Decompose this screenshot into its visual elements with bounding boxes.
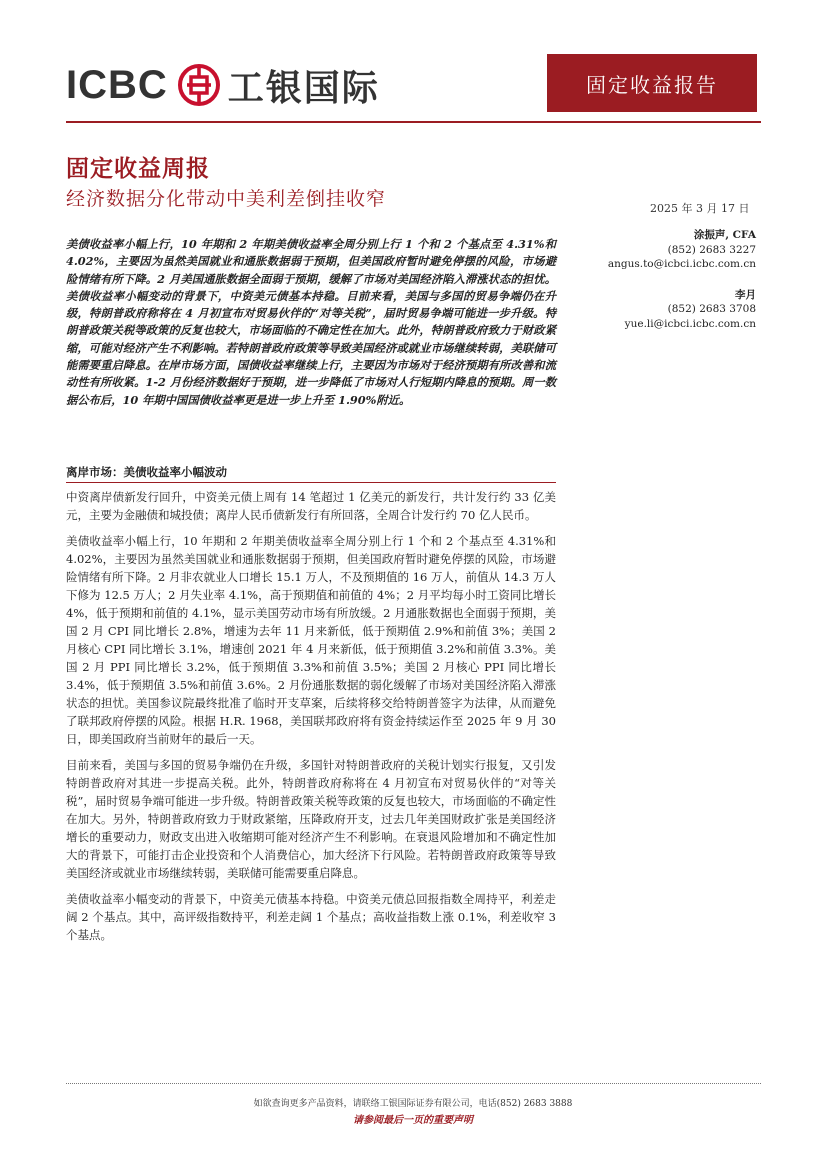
footer-contact: 如欲查询更多产品资料，请联络工银国际证券有限公司，电话(852) 2683 3888 bbox=[253, 1099, 573, 1109]
author-email[interactable]: angus.to@icbci.icbc.com.cn bbox=[607, 258, 756, 270]
logo-icbc-text: ICBC bbox=[66, 62, 168, 107]
page-subtitle: 经济数据分化带动中美利差倒挂收窄 bbox=[66, 188, 387, 210]
report-date: 2025 年 3 月 17 日 bbox=[650, 202, 750, 215]
icbc-seal-icon bbox=[178, 64, 220, 106]
author-name: 李月 bbox=[735, 288, 756, 301]
author-email[interactable]: yue.li@icbci.icbc.com.cn bbox=[624, 317, 756, 330]
author-name: 涂振声, CFA bbox=[693, 229, 756, 241]
body-paragraph: 目前来看，美国与多国的贸易争端仍在升级，多国针对特朗普政府的关税计划实行报复，又引发特朗普政府对其进一步提高关税。此外，特朗普政府称将在 4 月初宣布对贸易伙伴的“对等关税”，届时贸易争端可能进一步升级。特朗普政策关税等政策的反复也较大，市场面临的不确定性在加大。另外，特朗普政府致力于财政紧缩，压降政府开支，过去几年美国财政扩张是美国经济增长的重要动力，财政支出进入收缩期可能对经济产生不利影响。在衰退风险增加和不确定性加大的背景下，可能打击企业投资和个人消费信心，加大经济下行风险。若特朗普政府政策等导致美国经济或就业市场继续转弱，美联储可能需要重启降息。 bbox=[66, 758, 556, 880]
body-paragraph: 美债收益率小幅变动的背景下，中资美元债基本持稳。中资美元债总回报指数全周持平，利差走阔 2 个基点。其中，高评级指数持平，利差走阔 1 个基点；高收益指数上涨 0.1%，利差收窄 3 个基点。 bbox=[66, 892, 556, 942]
body-text bbox=[66, 488, 556, 952]
logo-chinese-text: 工银国际 bbox=[227, 67, 380, 109]
report-type-label: 固定收益报告 bbox=[586, 72, 718, 97]
body-paragraph: 中资离岸债新发行回升，中资美元债上周有 14 笔超过 1 亿美元的新发行，共计发行约 33 亿美元，主要为金融债和城投债；离岸人民币债新发行有所回落，全周合计发行约 70 亿人民币。 bbox=[66, 490, 556, 522]
section-heading: 离岸市场：美债收益率小幅波动 bbox=[66, 465, 227, 479]
section-divider bbox=[66, 482, 556, 483]
report-type-badge bbox=[547, 54, 757, 112]
body-paragraph: 美债收益率小幅上行，10 年期和 2 年期美债收益率全周分别上行 1 个和 2 个基点至 4.31%和 4.02%，主要因为虽然美国就业和通胀数据弱于预期，但美国政府暂时避免停摆的风险，市场避险情绪有所下降。2 月非农就业人口增长 15.1 万人，不及预期值的 16 万人，前值从 14.3 万人下修为 12.5 万人；2 月失业率 4.1%，高于预期值和前值的 4%；2 月平均每小时工资同比增长 4%，低于预期和前值的 4.1%，显示美国劳动市场有所放缓。2 月通胀数据也全面弱于预期，美国 2 月 CPI 同比增长 2.8%，增速为去年 11 月来新低，低于预期值 2.9%和前值 3%；美国 2 月核心 CPI 同比增长 3.1%，增速创 2021 年 4 月来新低，低于预期值 3.2%和前值 3.3%。美国 2 月 PPI 同比增长 3.2%，低于预期值 3.3%和前值 3.5%；美国 2 月核心 PPI 同比增长 3.4%，低于预期值 3.5%和前值 3.6%。2 月份通胀数据的弱化缓解了市场对美国经济陷入滞涨状态的担忧。美国参议院最终批准了临时开支草案，后续将移交给特朗普签字为法律，从而避免了联邦政府停摆的风险。根据 H.R. 1968，美国联邦政府将有资金持续运作至 2025 年 9 月 30 日，即美国政府当前财年的最后一天。 bbox=[66, 534, 556, 746]
footer-disclaimer: 请参阅最后一页的重要声明 bbox=[353, 1115, 473, 1126]
author-block bbox=[600, 288, 756, 332]
author-contacts bbox=[600, 228, 756, 331]
author-block bbox=[600, 228, 756, 272]
executive-summary: 美债收益率小幅上行，10 年期和 2 年期美债收益率全周分别上行 1 个和 2 个基点至 4.31%和 4.02%，主要因为虽然美国就业和通胀数据弱于预期，但美国政府暂时避免停摆的风险，市场避险情绪有所下降。2 月美国通胀数据全面弱于预期，缓解了市场对美国经济陷入滞涨状态的担忧。美债收益率小幅变动的背景下，中资美元债基本持稳。目前来看，美国与多国的贸易争端仍在升级，特朗普政府称将在 4 月初宣布对贸易伙伴的“对等关税”，届时贸易争端可能进一步升级。特朗普政策关税等政策的反复也较大，市场面临的不确定性在加大。此外，特朗普政府致力于财政紧缩，可能对经济产生不利影响。若特朗普政府政策等导致美国经济或就业市场继续转弱，美联储可能需要重启降息。在岸市场方面，国债收益率继续上行，主要因为市场对于经济预期有所改善和流动性有所收紧。1-2 月份经济数据好于预期，进一步降低了市场对人行短期内降息的预期。周一数据公布后，10 年期中国国债收益率更是进一步上升至 1.90%附近。 bbox=[66, 237, 556, 407]
author-phone: (852) 2683 3708 bbox=[667, 303, 756, 315]
footer-divider bbox=[66, 1083, 761, 1084]
page-title: 固定收益周报 bbox=[66, 156, 210, 182]
company-logo bbox=[66, 60, 380, 110]
header-divider bbox=[66, 121, 761, 123]
author-phone: (852) 2683 3227 bbox=[667, 243, 756, 256]
